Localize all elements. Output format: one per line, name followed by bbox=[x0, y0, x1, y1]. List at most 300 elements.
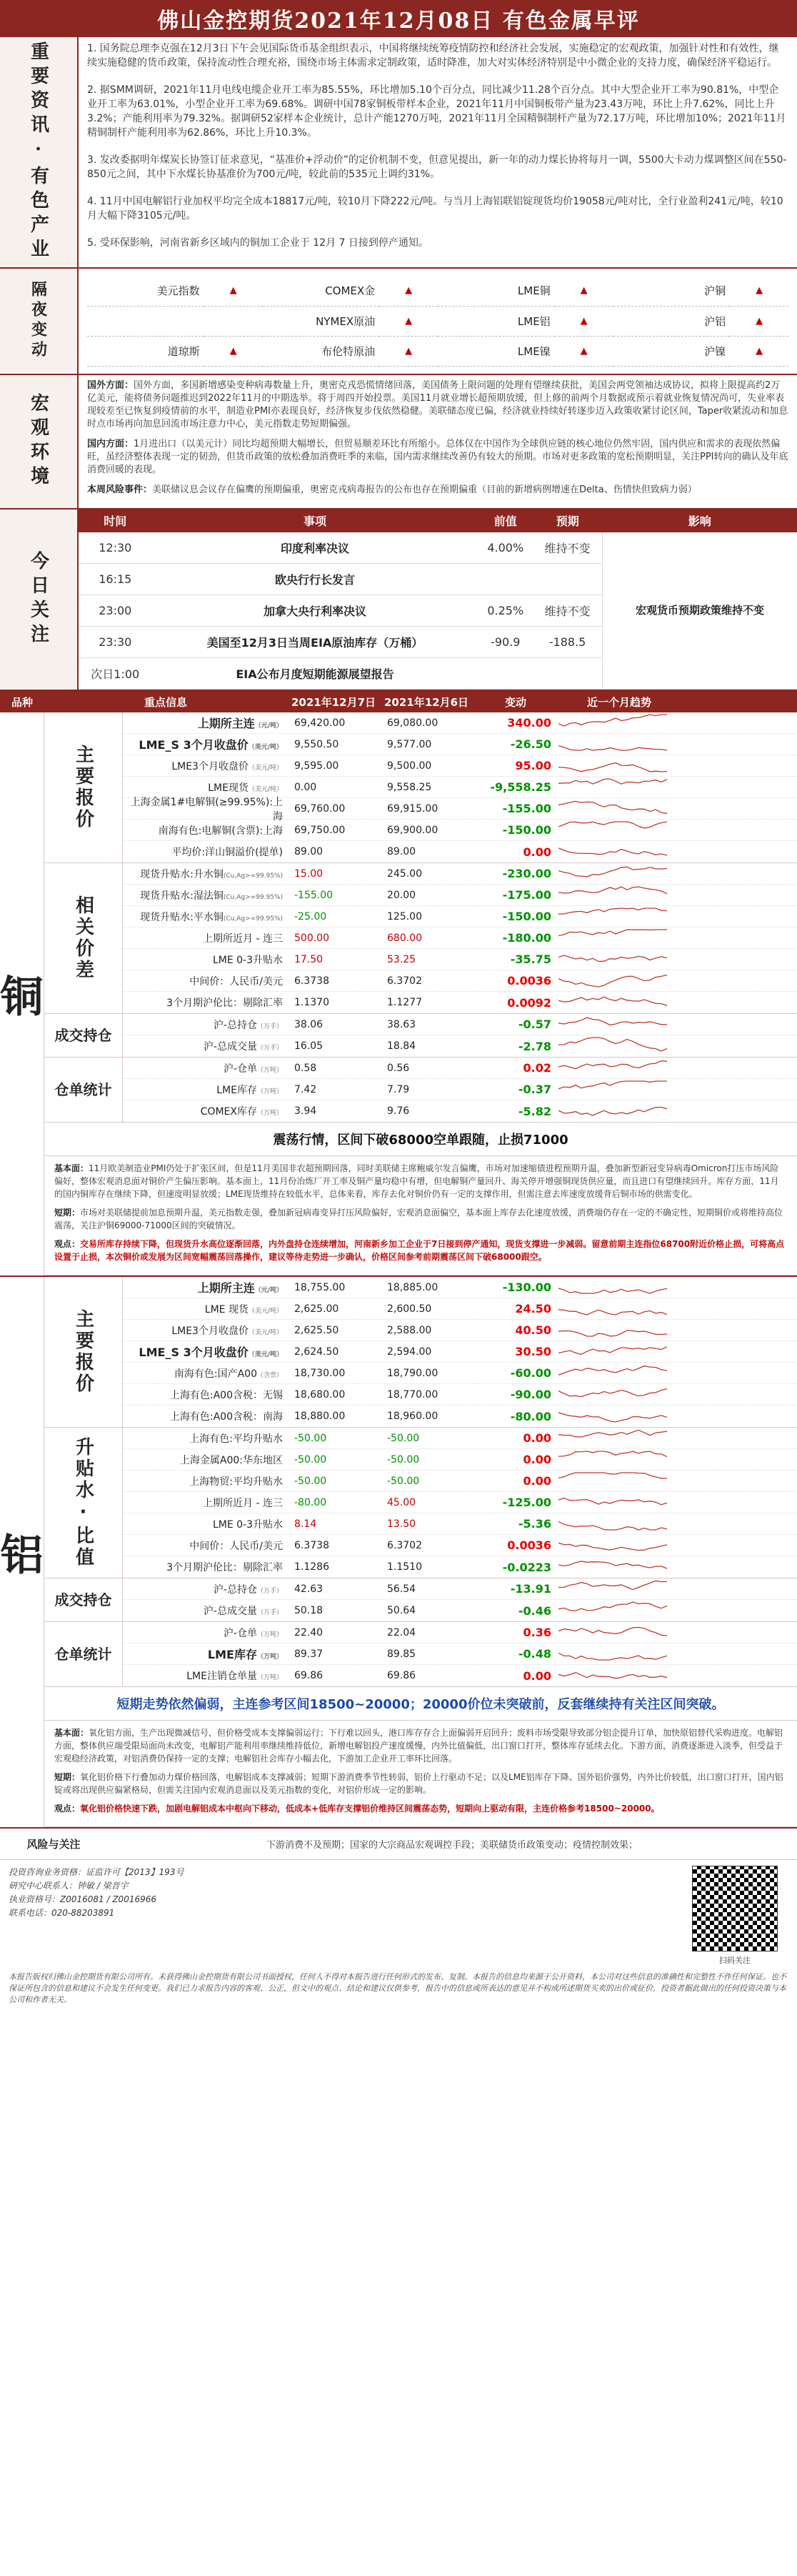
row-unit: （美元/吨） bbox=[248, 764, 283, 772]
footer-line: 执业资格号：Z0016081 / Z0016966 bbox=[9, 1894, 157, 1904]
row-label-text: LME 现货 bbox=[204, 1303, 249, 1316]
page-title: 佛山金控期货2021年12月08日 有色金属早评 bbox=[0, 0, 797, 37]
value-previous: 20.00 bbox=[387, 889, 416, 901]
overnight-row bbox=[87, 336, 788, 366]
row-label-text: LME3个月收盘价 bbox=[171, 760, 249, 772]
calendar-cell bbox=[533, 658, 602, 690]
trend-cell bbox=[558, 1363, 680, 1383]
row-label-text: 上海有色:平均升贴水 bbox=[189, 1433, 283, 1445]
group-label bbox=[44, 1622, 123, 1686]
trend-sparkline-icon bbox=[558, 907, 673, 924]
trend-cell bbox=[558, 1299, 680, 1319]
row-label bbox=[123, 780, 287, 795]
row-label-text: LME3个月收盘价 bbox=[171, 1325, 249, 1337]
news-item: 3. 发改委据明年煤炭长协签订征求意见，“基准价+浮动价”的定价机制不变，但意见提出，新一年的动力煤长协将每月一调，5500大卡动力煤调整区间在550-850元之间，其中下水煤长协基准价为700元/吨，较此前的535元上调约31%。 bbox=[87, 154, 787, 180]
calendar-row bbox=[79, 532, 797, 564]
trend-cell bbox=[558, 1058, 680, 1078]
trend-cell bbox=[558, 885, 680, 905]
value-previous: 9,500.00 bbox=[387, 760, 432, 772]
trend-sparkline-icon bbox=[558, 1493, 673, 1510]
metal-row bbox=[123, 734, 797, 755]
group-label bbox=[44, 1277, 123, 1427]
value-change: -5.82 bbox=[518, 1104, 551, 1118]
value-current: 16.05 bbox=[294, 1040, 324, 1052]
news-item: 1. 国务院总理李克强在12月3日下午会见国际货币基金组织表示，中国将继续统筹疫情防控和经济社会发展，实施稳定的宏观政策，加强针对性和有效性，继续实施稳健的货币政策，保持流动性合理充裕，围绕市场主体需求定制政策，适时降准，加大对实体经济特别是中小微企业的支持力度，确保经济平稳运行。 bbox=[87, 43, 779, 69]
overnight-change-icon: ▲ bbox=[730, 306, 788, 336]
value-change: 30.50 bbox=[515, 1345, 551, 1358]
trend-sparkline-icon bbox=[558, 1471, 673, 1488]
row-label-text: 上期所近月 - 连三 bbox=[203, 933, 283, 945]
copper-analysis bbox=[44, 1156, 797, 1275]
value-previous: 125.00 bbox=[387, 910, 422, 923]
header-date2: 2021年12月6日 bbox=[384, 695, 469, 709]
macro-list bbox=[79, 375, 797, 508]
value-previous: -50.00 bbox=[387, 1475, 420, 1487]
row-label bbox=[123, 823, 287, 837]
row-label bbox=[123, 1388, 287, 1402]
row-unit: (Cu,Ag>=99.95%) bbox=[223, 915, 283, 923]
calendar-header-row bbox=[79, 509, 797, 532]
overnight-name: 道琼斯 bbox=[87, 336, 204, 366]
copper-block bbox=[0, 712, 797, 1277]
row-label-text: 南海有色:电解铜(含票):上海 bbox=[158, 825, 283, 837]
trend-sparkline-icon bbox=[558, 1385, 673, 1402]
metal-row bbox=[123, 906, 797, 928]
value-change: -125.00 bbox=[502, 1496, 551, 1509]
value-current: 38.06 bbox=[294, 1018, 324, 1030]
overnight-name: LME铝 bbox=[438, 306, 555, 336]
value-current: -155.00 bbox=[294, 889, 334, 901]
value-previous: 2,594.00 bbox=[387, 1346, 432, 1358]
value-change: -0.0223 bbox=[502, 1560, 551, 1574]
group-rows bbox=[123, 1058, 797, 1122]
trend-sparkline-icon bbox=[558, 1601, 673, 1618]
row-label bbox=[123, 715, 287, 731]
row-unit: （万手） bbox=[256, 1587, 283, 1595]
header-key-info: 重点信息 bbox=[144, 695, 187, 709]
analysis-paragraph bbox=[54, 1802, 787, 1815]
group-label-text: 主要报价 bbox=[72, 745, 94, 830]
trend-cell bbox=[558, 1036, 680, 1056]
row-label-text: 上期所近月 - 连三 bbox=[203, 1497, 283, 1509]
analysis-heading: 观点： bbox=[54, 1239, 81, 1249]
metal-row bbox=[123, 1643, 797, 1665]
value-previous: 18,770.00 bbox=[387, 1388, 438, 1401]
calendar-cell: 16:15 bbox=[79, 564, 152, 595]
group-label-text: 相关价差 bbox=[72, 895, 94, 981]
row-label-text: 上期所主连 bbox=[197, 1281, 255, 1295]
row-label bbox=[123, 1582, 287, 1596]
macro-paragraph bbox=[87, 379, 788, 431]
trend-sparkline-icon bbox=[558, 1101, 673, 1118]
group-rows bbox=[123, 712, 797, 862]
calendar-cell bbox=[478, 564, 533, 595]
metal-row bbox=[123, 1298, 797, 1320]
overnight-label: 隔夜变动 bbox=[0, 269, 79, 374]
metal-row bbox=[123, 841, 797, 862]
value-current: -50.00 bbox=[294, 1432, 327, 1444]
row-label bbox=[123, 888, 287, 902]
value-change: 95.00 bbox=[515, 759, 551, 772]
overnight-row bbox=[87, 276, 788, 306]
row-label-text: 现货升贴水:升水铜 bbox=[140, 868, 224, 880]
trend-sparkline-icon bbox=[558, 928, 673, 945]
metal-row bbox=[123, 1622, 797, 1643]
row-label-text: 3个月期沪伦比：剔除汇率 bbox=[166, 1562, 283, 1573]
macro-paragraph bbox=[87, 438, 788, 477]
trend-sparkline-icon bbox=[558, 1080, 673, 1097]
copper-verdict: 震荡行情，区间下破68000空单跟随，止损71000 bbox=[44, 1123, 797, 1156]
value-previous: 13.50 bbox=[387, 1518, 416, 1530]
row-label-text: 中间价：人民币/美元 bbox=[189, 1540, 283, 1552]
value-previous: 7.79 bbox=[387, 1083, 410, 1095]
trend-cell bbox=[558, 1278, 680, 1298]
row-label-text: 沪-仓单 bbox=[223, 1627, 257, 1639]
value-current: 2,624.50 bbox=[294, 1346, 339, 1358]
overnight-change-icon: ▲ bbox=[555, 306, 613, 336]
row-label-text: LME 0-3升贴水 bbox=[212, 954, 283, 966]
header-trend: 近一个月趋势 bbox=[586, 695, 651, 709]
trend-cell bbox=[558, 1623, 680, 1643]
group-label bbox=[44, 1578, 123, 1621]
row-unit: （元/吨） bbox=[254, 1287, 283, 1294]
row-label-text: 沪-总持仓 bbox=[213, 1583, 257, 1596]
metal-row bbox=[123, 1600, 797, 1621]
qr-code-icon[interactable] bbox=[692, 1866, 778, 1951]
trend-cell bbox=[558, 1428, 680, 1448]
trend-sparkline-icon bbox=[558, 842, 673, 859]
row-label-text: LME注销仓单量 bbox=[186, 1671, 257, 1682]
group-label-text: 成交持仓 bbox=[54, 1027, 112, 1044]
value-previous: 69,915.00 bbox=[387, 802, 438, 815]
value-previous: 2,588.00 bbox=[387, 1324, 432, 1336]
news-section bbox=[0, 37, 797, 269]
value-previous: 18,885.00 bbox=[387, 1281, 438, 1293]
value-current: 18,680.00 bbox=[294, 1388, 346, 1401]
value-current: 22.40 bbox=[294, 1626, 324, 1638]
trend-sparkline-icon bbox=[558, 1450, 673, 1467]
overnight-name: NYMEX原油 bbox=[263, 306, 380, 336]
value-current: 1.1286 bbox=[294, 1561, 329, 1573]
macro-paragraph bbox=[87, 484, 788, 497]
trend-sparkline-icon bbox=[558, 1579, 673, 1596]
analysis-paragraph bbox=[54, 1238, 787, 1263]
row-label bbox=[123, 1409, 287, 1423]
trend-sparkline-icon bbox=[558, 885, 673, 902]
metal-row bbox=[123, 1341, 797, 1363]
header-change: 变动 bbox=[504, 695, 526, 709]
trend-cell bbox=[558, 1471, 680, 1491]
trend-sparkline-icon bbox=[558, 971, 673, 988]
qr-caption: 扫码关注 bbox=[719, 1956, 751, 1965]
trend-sparkline-icon bbox=[558, 1623, 673, 1640]
trend-sparkline-icon bbox=[558, 713, 673, 730]
trend-cell bbox=[558, 907, 680, 927]
aluminum-label: 铝 bbox=[0, 1277, 44, 1827]
row-label bbox=[123, 759, 287, 773]
trend-cell bbox=[558, 1644, 680, 1664]
news-item: 2. 据SMM调研，2021年11月电线电缆企业开工率为85.55%，环比增加5.10个百分点，同比减少11.28个百分点。其中大型企业开工率为90.81%，中型企业开工率为63.01%，小型企业开工率为69.68%。调研中国78家铜板带样本企业，2021年11月中国铜板带产量为23.43万吨，环比上升7.62%，同比上升3.2%；产能利用率为79.32%。据调研52家样本企业统计，总计产能1270万吨，2021年11月全国精铜制杆产量为72.17万吨，环比增加10%；2021年11月精铜制杆产能利用率为62.86%，环比上升10.3%。 bbox=[87, 84, 786, 139]
value-previous: 50.64 bbox=[387, 1605, 416, 1616]
group-label bbox=[44, 1014, 123, 1057]
value-current: 500.00 bbox=[294, 932, 329, 944]
metal-row bbox=[123, 1058, 797, 1079]
footer bbox=[0, 1860, 797, 1971]
row-label-text: LME 0-3升贴水 bbox=[212, 1518, 283, 1531]
value-current: 18,880.00 bbox=[294, 1411, 346, 1422]
row-label bbox=[123, 1538, 287, 1553]
value-previous: 9,558.25 bbox=[387, 781, 432, 793]
value-change: -230.00 bbox=[502, 867, 551, 880]
row-unit: （万吨） bbox=[256, 1066, 283, 1074]
row-label-text: 沪-总持仓 bbox=[213, 1019, 257, 1031]
row-label bbox=[123, 1302, 287, 1316]
overnight-change-icon bbox=[204, 306, 263, 336]
value-current: 7.42 bbox=[294, 1083, 317, 1095]
row-label bbox=[123, 910, 287, 924]
calendar-table bbox=[79, 509, 797, 690]
row-label bbox=[123, 995, 287, 1010]
value-current: 89.00 bbox=[294, 846, 324, 857]
overnight-name: LME铜 bbox=[438, 276, 555, 306]
row-unit: (Cu,Ag>=99.95%) bbox=[223, 893, 283, 901]
risk-row bbox=[0, 1829, 797, 1860]
overnight-name bbox=[87, 306, 204, 336]
overnight-name: 布伦特原油 bbox=[263, 336, 380, 366]
row-label-text: 上海物贸:平均升贴水 bbox=[189, 1476, 283, 1488]
row-label bbox=[123, 1646, 287, 1662]
metal-row bbox=[123, 1363, 797, 1384]
trend-sparkline-icon bbox=[558, 1321, 673, 1338]
metal-group bbox=[44, 1428, 797, 1578]
row-unit: （万手） bbox=[256, 1609, 283, 1616]
value-previous: 89.00 bbox=[387, 846, 416, 857]
value-current: 6.3738 bbox=[294, 1539, 329, 1551]
trend-cell bbox=[558, 1493, 680, 1513]
value-current: -25.00 bbox=[294, 910, 327, 923]
calendar-label: 今日关注 bbox=[0, 509, 79, 690]
value-change: 0.00 bbox=[523, 1474, 551, 1488]
value-previous: 18.84 bbox=[387, 1040, 416, 1052]
trend-sparkline-icon bbox=[558, 1036, 673, 1053]
group-rows bbox=[123, 1578, 797, 1621]
value-current: -50.00 bbox=[294, 1475, 327, 1487]
metal-row bbox=[123, 928, 797, 949]
trend-cell bbox=[558, 1601, 680, 1621]
risk-text: 下游消费不及预期；国家的大宗商品宏观调控手段；美联储货币政策变动；疫情控制效果； bbox=[266, 1840, 638, 1851]
row-unit: （万吨） bbox=[256, 1088, 283, 1095]
trend-sparkline-icon bbox=[558, 777, 673, 795]
overnight-name: 沪铝 bbox=[613, 306, 731, 336]
row-unit: （万吨） bbox=[256, 1110, 283, 1117]
macro-label: 宏观环境 bbox=[0, 375, 79, 508]
row-label-text: LME_S 3个月收盘价 bbox=[139, 738, 249, 752]
overnight-row bbox=[87, 306, 788, 336]
value-previous: 9,577.00 bbox=[387, 738, 432, 750]
row-unit: （含票） bbox=[256, 1371, 283, 1379]
value-previous: 69,080.00 bbox=[387, 717, 438, 729]
row-label-text: LME现货 bbox=[208, 782, 249, 794]
value-current: 69.86 bbox=[294, 1670, 324, 1681]
trend-sparkline-icon bbox=[558, 820, 673, 837]
value-previous: 89.85 bbox=[387, 1648, 416, 1660]
analysis-heading: 短期： bbox=[54, 1208, 81, 1218]
value-previous: 45.00 bbox=[387, 1496, 416, 1508]
trend-cell bbox=[558, 756, 680, 776]
trend-cell bbox=[558, 1342, 680, 1362]
value-change: -130.00 bbox=[502, 1280, 551, 1294]
trend-sparkline-icon bbox=[558, 1644, 673, 1661]
trend-cell bbox=[558, 1385, 680, 1405]
calendar-cell: 23:00 bbox=[79, 595, 152, 627]
value-previous: 53.25 bbox=[387, 953, 416, 965]
analysis-heading: 基本面： bbox=[54, 1728, 89, 1738]
trend-sparkline-icon bbox=[558, 1514, 673, 1531]
row-unit: （元/吨） bbox=[254, 722, 283, 730]
value-current: 89.37 bbox=[294, 1648, 324, 1660]
news-item: 4. 11月中国电解铝行业加权平均完全成本18817元/吨，较10月下降222元/吨。与当月上海铝联铝锭现货均价19058元/吨对比，全行业盈利241元/吨，较10月大幅下降3105元/吨。 bbox=[87, 196, 783, 222]
overnight-change-icon: ▲ bbox=[555, 276, 613, 306]
calendar-cell: 12:30 bbox=[79, 532, 152, 564]
row-label bbox=[123, 845, 287, 859]
value-current: 69,750.00 bbox=[294, 824, 346, 836]
row-label-text: 中间价：人民币/美元 bbox=[189, 975, 283, 988]
value-previous: 22.04 bbox=[387, 1626, 416, 1638]
value-previous: 1.1510 bbox=[387, 1561, 422, 1573]
analysis-heading: 基本面： bbox=[54, 1163, 89, 1173]
value-previous: -50.00 bbox=[387, 1432, 420, 1444]
metal-row bbox=[123, 1428, 797, 1449]
row-label bbox=[123, 1061, 287, 1075]
value-change: 0.0092 bbox=[507, 995, 551, 1010]
metal-row bbox=[123, 1492, 797, 1513]
value-change: 0.02 bbox=[523, 1061, 551, 1075]
row-label bbox=[123, 953, 287, 967]
macro-heading: 国外方面： bbox=[87, 379, 134, 391]
calendar-cell: EIA公布月度短期能源展望报告 bbox=[152, 658, 478, 690]
trend-sparkline-icon bbox=[558, 1536, 673, 1553]
metal-row bbox=[123, 1014, 797, 1035]
row-unit: （万吨） bbox=[256, 1653, 283, 1661]
overnight-change-icon: ▲ bbox=[379, 276, 438, 306]
trend-cell bbox=[558, 799, 680, 819]
value-change: -0.46 bbox=[518, 1603, 551, 1618]
calendar-cell: 印度利率决议 bbox=[152, 532, 478, 564]
metal-row bbox=[123, 1079, 797, 1100]
group-label-text: 升贴水·比值 bbox=[72, 1437, 94, 1568]
row-label bbox=[123, 795, 287, 823]
copper-groups bbox=[44, 712, 797, 1123]
group-label bbox=[44, 1428, 123, 1578]
calendar-header-cell: 影响 bbox=[603, 509, 797, 532]
value-current: 15.00 bbox=[294, 867, 324, 880]
row-label bbox=[123, 1039, 287, 1053]
row-label-text: 平均价:洋山铜溢价(提单) bbox=[171, 847, 283, 858]
footer-contacts bbox=[9, 1866, 681, 1966]
value-current: 6.3738 bbox=[294, 975, 329, 987]
overnight-change-icon: ▲ bbox=[730, 336, 788, 366]
value-change: 0.00 bbox=[523, 1669, 551, 1683]
value-current: 2,625.00 bbox=[294, 1303, 339, 1315]
calendar-impact: 宏观货币预期政策维持不变 bbox=[603, 532, 797, 690]
calendar-section bbox=[0, 509, 797, 692]
value-change: -150.00 bbox=[502, 910, 551, 923]
metal-group bbox=[44, 863, 797, 1014]
row-label-text: 上海有色:A00含税：无锡 bbox=[169, 1389, 283, 1401]
overnight-name: LME镍 bbox=[438, 336, 555, 366]
value-current: 42.63 bbox=[294, 1583, 324, 1595]
group-rows bbox=[123, 1428, 797, 1578]
aluminum-groups bbox=[44, 1277, 797, 1687]
value-current: 0.00 bbox=[294, 781, 317, 793]
row-label bbox=[123, 1603, 287, 1618]
disclaimer: 本报告版权归佛山金控期货有限公司所有。未获得佛山金控期货有限公司书面授权，任何人不得对本报告进行任何形式的发布、复制。本报告的信息均来源于公开资料，本公司对这些信息的准确性和完整性不作任何保证。也不保证所包含的信息和建议不会发生任何变更。我们已力求报告内容的客观、公正，但文中的观点、结论和建议仅供参考，报告中的信息或所表达的意见并不构成所述期货买卖的出价或征价，投资者据此做出的任何投资决策与本公司和作者无关。 bbox=[9, 1972, 786, 2004]
row-label-text: 现货升贴水:湿法铜 bbox=[140, 890, 224, 902]
group-label-text: 仓单统计 bbox=[54, 1081, 112, 1098]
value-change: -0.48 bbox=[518, 1647, 551, 1661]
calendar-cell: 次日1:00 bbox=[79, 658, 152, 690]
metal-row bbox=[123, 1578, 797, 1600]
row-label-text: 上期所主连 bbox=[197, 717, 255, 730]
value-previous: 680.00 bbox=[387, 932, 422, 944]
overnight-name: 沪铜 bbox=[613, 276, 731, 306]
trend-cell bbox=[558, 971, 680, 991]
row-label-text: COMEX库存 bbox=[200, 1106, 257, 1118]
calendar-cell: 维持不变 bbox=[533, 532, 602, 564]
metal-group bbox=[44, 1277, 797, 1428]
trend-sparkline-icon bbox=[558, 735, 673, 752]
metal-row bbox=[123, 1277, 797, 1298]
row-unit: (Cu,Ag>=99.95%) bbox=[223, 872, 283, 880]
trend-sparkline-icon bbox=[558, 1342, 673, 1359]
metal-row bbox=[123, 1449, 797, 1471]
metal-row bbox=[123, 1406, 797, 1427]
value-change: -0.57 bbox=[518, 1018, 551, 1031]
trend-sparkline-icon bbox=[558, 1278, 673, 1295]
trend-cell bbox=[558, 1450, 680, 1470]
metal-row bbox=[123, 1320, 797, 1341]
calendar-header-cell: 预期 bbox=[533, 509, 602, 532]
row-label bbox=[123, 1018, 287, 1032]
metal-row bbox=[123, 755, 797, 777]
trend-sparkline-icon bbox=[558, 950, 673, 967]
row-unit: （万吨） bbox=[256, 1631, 283, 1638]
value-change: -13.91 bbox=[510, 1582, 551, 1596]
group-rows bbox=[123, 1622, 797, 1686]
trend-cell bbox=[558, 1015, 680, 1035]
metal-row bbox=[123, 970, 797, 992]
trend-sparkline-icon bbox=[558, 799, 673, 816]
row-unit: （美元/吨） bbox=[248, 1328, 283, 1336]
calendar-cell: 维持不变 bbox=[533, 595, 602, 627]
metal-row bbox=[123, 1556, 797, 1578]
row-label-text: LME_S 3个月收盘价 bbox=[139, 1346, 249, 1359]
group-label-text: 仓单统计 bbox=[54, 1646, 112, 1663]
value-change: -150.00 bbox=[502, 823, 551, 837]
news-list bbox=[79, 37, 797, 267]
row-unit: （美元/吨） bbox=[248, 1351, 283, 1358]
row-label-text: LME库存 bbox=[207, 1648, 257, 1661]
row-label bbox=[123, 736, 287, 752]
calendar-cell: 0.25% bbox=[478, 595, 533, 627]
overnight-section bbox=[0, 269, 797, 375]
metal-row bbox=[123, 798, 797, 820]
metal-row bbox=[123, 1535, 797, 1556]
news-item: 5. 受环保影响，河南省新乡区域内的铜加工企业于 12月 7 日接到停产通知。 bbox=[87, 237, 428, 249]
analysis-text: 11月欧美制造业PMI仍处于扩张区间，但是11月美国非农超预期回落，同时美联储主席鲍威尔发言偏鹰，市场对加速缩债进程预期升温，叠加新型新冠变异病毒Omicron打压市场风险偏好，整体宏观消息面对铜价产生偏压影响。基本面上，11月份冶炼厂开工率及铜产量均稳中有增，但电解铜产量回升、海关停开增强铜现货供应量，而且进口有望继续回升。库存方面，11月的国内铜库存在继续下降，但速度明显放缓；LME现货维持在较低水平，总体来看，库存去化对铜价仍有一定的支撑作用，但需注意去库速度放缓背后铜市场的供需变化。 bbox=[54, 1163, 779, 1199]
risk-label: 风险与关注 bbox=[26, 1838, 81, 1851]
header-date1: 2021年12月7日 bbox=[291, 695, 376, 709]
